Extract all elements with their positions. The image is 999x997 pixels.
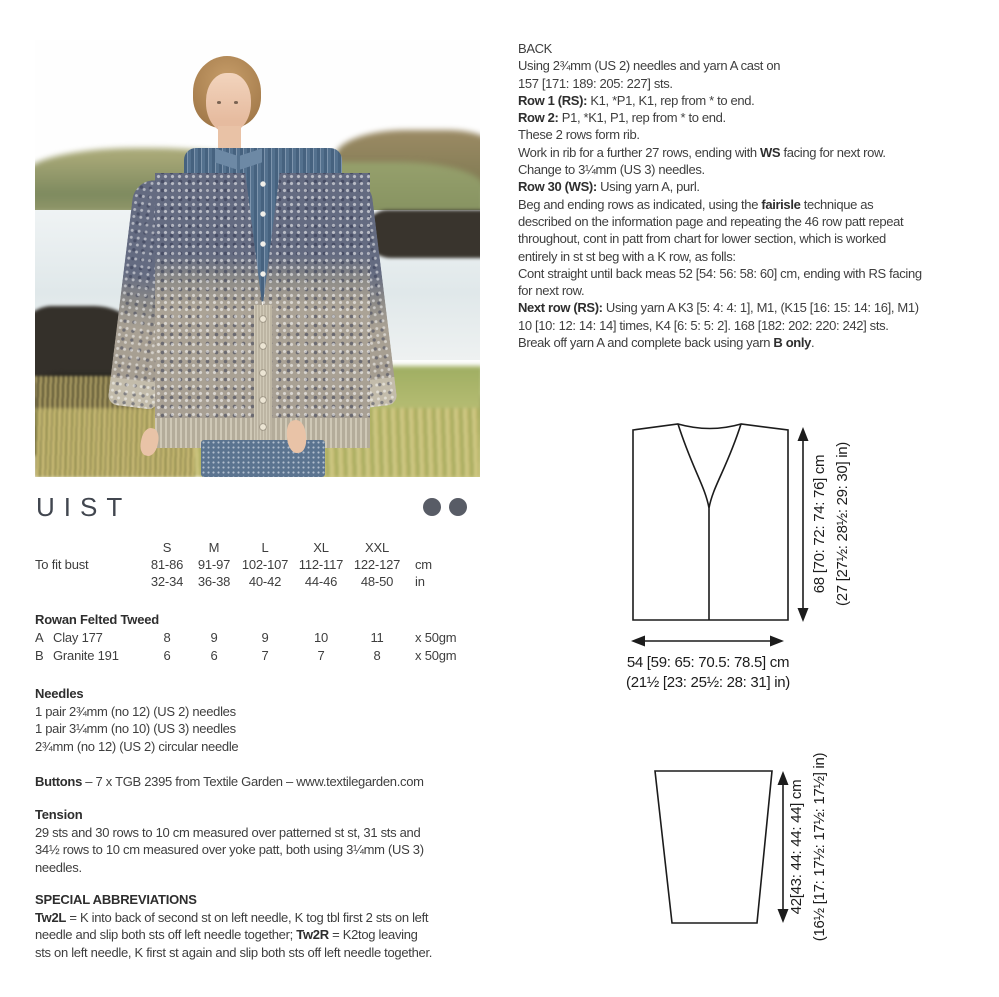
size-col: S — [162, 540, 172, 555]
text-line: 157 [171: 189: 205: 227] sts. — [518, 75, 673, 91]
buttons-info — [35, 773, 424, 790]
size-col: M — [208, 540, 220, 555]
size-col: XL — [313, 540, 329, 555]
yarn-qty: 8 — [373, 648, 381, 663]
bust-value: 44-46 — [304, 574, 338, 589]
text-line: Tw2L = K into back of second st on left needle, K tog tbl first 2 sts on left — [35, 910, 429, 925]
arrowhead — [631, 636, 645, 647]
text-line: throughout, cont in patt from chart for lower section, which is worked — [518, 231, 886, 247]
text-line: Row 30 (WS): Using yarn A, purl. — [518, 179, 700, 195]
bust-value: 48-50 — [360, 574, 394, 589]
sleeve-height-in: (16½ [17: 17½: 17½: 17½] in) — [811, 752, 828, 942]
yarn-unit: x 50gm — [415, 648, 457, 663]
bust-value: 102-107 — [241, 557, 289, 572]
text-line: for next row. — [518, 283, 585, 299]
row-label: To fit bust — [35, 557, 89, 572]
yarn-row — [35, 648, 480, 665]
yarn-qty: 6 — [210, 648, 218, 663]
text-line: sts on left needle, K first st again and slip both sts off left needle together. — [35, 944, 433, 960]
arrowhead — [778, 909, 789, 923]
rock-promontory — [365, 210, 480, 258]
size-col: XXL — [365, 540, 389, 555]
cardigan-button-band — [254, 305, 272, 448]
yarn-name: Granite 191 — [53, 648, 119, 663]
needles-heading: Needles — [35, 686, 84, 701]
bust-value: 36-38 — [197, 574, 231, 589]
pattern-title: UIST — [36, 492, 132, 522]
text-line: entirely in st st beg with a K row, as folls: — [518, 248, 736, 264]
model-jeans — [201, 440, 325, 477]
size-col: L — [261, 540, 269, 555]
bust-value: 32-34 — [150, 574, 184, 589]
abbreviations-text — [35, 909, 432, 961]
yarn-qty: 7 — [261, 648, 269, 663]
yarn-qty: 11 — [370, 630, 384, 645]
text-line: Row 1 (RS): K1, *P1, K1, rep from * to end. — [518, 92, 755, 108]
yarn-brand: Rowan Felted Tweed — [35, 612, 160, 627]
text-line: Cont straight until back meas 52 [54: 56: 58: 60] cm, ending with RS facing — [518, 265, 922, 281]
text-line: 34½ rows to 10 cm measured over yoke patt, both using 3¼mm (US 3) — [35, 842, 424, 858]
text-line: needle and slip both sts off left needle together; Tw2R = K2tog leaving — [35, 927, 418, 943]
yarn-code: B — [35, 648, 44, 663]
bust-in-row — [35, 574, 480, 591]
bust-cm-row — [35, 557, 480, 574]
body-width-cm: 54 [59: 65: 70.5: 78.5] cm — [626, 654, 790, 671]
yarn-qty: 7 — [317, 648, 325, 663]
body-schematic — [590, 405, 890, 705]
v-neck-line — [678, 424, 741, 620]
text-line: described on the information page and repeating the 46 row patt repeat — [518, 213, 904, 229]
text-line: 10 [10: 12: 14: 14] times, K4 [6: 5: 5: 2]. 168 [182: 202: 220: 242] sts. — [518, 317, 889, 333]
sleeve-outline — [655, 771, 772, 923]
tension-text — [35, 824, 424, 876]
text-line: 1 pair 2¾mm (no 12) (US 2) needles — [35, 704, 236, 719]
yarn-row — [35, 630, 480, 647]
model-eye — [217, 101, 221, 104]
model-photo — [35, 40, 480, 477]
text-line: needles. — [35, 859, 82, 875]
abbreviations-heading: SPECIAL ABBREVIATIONS — [35, 892, 197, 907]
arrowhead — [798, 427, 809, 441]
yarn-qty: 6 — [163, 648, 171, 663]
unit-label: in — [415, 574, 425, 589]
text-line: Change to 3¼mm (US 3) needles. — [518, 162, 705, 178]
difficulty-dot — [449, 498, 467, 516]
body-height-in: (27 [27½: 28½: 29: 30] in) — [834, 442, 851, 606]
text-line: 1 pair 3¼mm (no 10) (US 3) needles — [35, 721, 236, 737]
yarn-qty: 9 — [261, 630, 269, 645]
text-line: BACK — [518, 41, 553, 56]
text-line: These 2 rows form rib. — [518, 127, 640, 143]
size-header-row — [35, 540, 480, 557]
text-line: Beg and ending rows as indicated, using the fairisle technique as — [518, 196, 874, 212]
difficulty-dot — [423, 498, 441, 516]
yarn-qty: 8 — [163, 630, 171, 645]
body-height-cm: 68 [70: 72: 74: 76] cm — [811, 454, 828, 594]
sleeve-height-cm: 42[43: 44: 44: 44] cm — [788, 779, 805, 915]
text-line: Break off yarn A and complete back using yarn B only. — [518, 335, 815, 351]
buttons-line: Buttons – 7 x TGB 2395 from Textile Garden – www.textilegarden.com — [35, 774, 424, 789]
arrowhead — [778, 771, 789, 785]
sleeve-schematic — [630, 750, 890, 975]
text-line: Work in rib for a further 27 rows, ending with WS facing for next row. — [518, 144, 886, 160]
yarn-qty: 10 — [313, 630, 329, 645]
body-width-in: (21½ [23: 25½: 28: 31] in) — [626, 674, 790, 691]
model-eye — [234, 101, 238, 104]
bust-value: 81-86 — [150, 557, 184, 572]
model-face — [206, 73, 251, 133]
text-line: Next row (RS): Using yarn A K3 [5: 4: 4: 1], M1, (K15 [16: 15: 14: 16], M1) — [518, 300, 919, 316]
bust-value: 122-127 — [353, 557, 401, 572]
arrowhead — [798, 608, 809, 622]
bust-value: 91-97 — [197, 557, 231, 572]
arrowhead — [770, 636, 784, 647]
bust-value: 112-117 — [298, 557, 344, 572]
text-line: Row 2: P1, *K1, P1, rep from * to end. — [518, 110, 726, 126]
body-outline — [633, 424, 788, 620]
back-instructions — [518, 40, 988, 351]
unit-label: cm — [415, 557, 432, 572]
text-line: 29 sts and 30 rows to 10 cm measured over patterned st st, 31 sts and — [35, 825, 421, 840]
text-line: Using 2¾mm (US 2) needles and yarn A cast on — [518, 58, 781, 74]
text-line: 2¾mm (no 12) (US 2) circular needle — [35, 738, 239, 754]
yarn-qty: 9 — [210, 630, 218, 645]
tension-heading: Tension — [35, 807, 83, 822]
bust-value: 40-42 — [248, 574, 282, 589]
yarn-name: Clay 177 — [53, 630, 103, 645]
needles-list — [35, 703, 238, 755]
yarn-unit: x 50gm — [415, 630, 457, 645]
yarn-code: A — [35, 630, 44, 645]
